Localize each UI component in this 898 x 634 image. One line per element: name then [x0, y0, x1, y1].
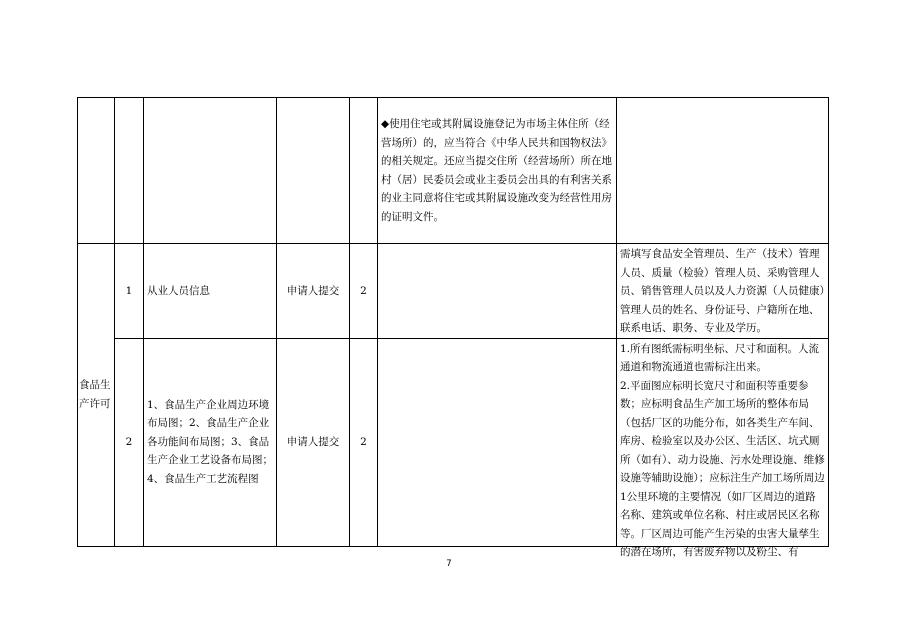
category-cell: 食品生产许可: [78, 244, 115, 547]
remark-cell: [617, 338, 829, 558]
source-cell-empty: [277, 98, 350, 244]
row-index: 1: [115, 244, 144, 339]
copies-cell-empty: [350, 98, 378, 244]
remark-line-2: 2.平面图应标明长宽尺寸和面积等重要参数；应标明食品生产加工场所的整体布局（包括厂区的功能分布，如各类生产车间、库房、检验室以及办公区、生活区、坑式厕所（如有）、动力设施、污水处理设施、维修设施等辅助设施）；应标注生产加工场所周边1公里环境的主要情况（如厂区周边的道路名称、建筑或单位名称、村庄或居民区名称等。厂区周边可能产生污染的虫害大量孳生的潜在场所，有害废弃物以及粉尘、有: [620, 379, 825, 558]
remark-cell-empty: [617, 98, 829, 244]
material-name: 从业人员信息: [144, 244, 277, 339]
copies-count: 2: [350, 244, 378, 339]
row-index: 2: [115, 338, 144, 546]
index-cell-empty: [115, 98, 144, 244]
requirements-table: [77, 97, 829, 558]
category-cell-empty: [78, 98, 115, 244]
submission-source: 申请人提交: [277, 244, 350, 339]
table-row: [78, 244, 829, 339]
page-number: 7: [446, 559, 452, 569]
remark-cell: 需填写食品安全管理员、生产（技术）管理人员、质量（检验）管理人员、采购管理人员、销售管理人员以及人力资源（人员健康）管理人员的姓名、身份证号、户籍所在地、联系电话、职务、专业及学历。: [617, 244, 829, 339]
table-row: [78, 338, 829, 546]
material-cell-empty: [144, 98, 277, 244]
requirement-cell: [378, 244, 617, 339]
continuation-row: [78, 98, 829, 244]
submission-source: 申请人提交: [277, 338, 350, 546]
remark-line-1: 1.所有图纸需标明坐标、尺寸和面积。人流通道和物流通道也需标注出来。: [620, 342, 820, 373]
material-name: 1、食品生产企业周边环境布局图；2、食品生产企业各功能间布局图；3、食品生产企业工艺设备布局图；4、食品生产工艺流程图: [144, 338, 277, 546]
copies-count: 2: [350, 338, 378, 546]
continuation-remark: ◆使用住宅或其附属设施登记为市场主体住所（经营场所）的，应当符合《中华人民共和国物权法》的相关规定。还应当提交住所（经营场所）所在地村（居）民委员会或业主委员会出具的有利害关系的业主同意将住宅或其附属设施改变为经营性用房的证明文件。: [378, 98, 617, 244]
requirement-cell: [378, 338, 617, 546]
